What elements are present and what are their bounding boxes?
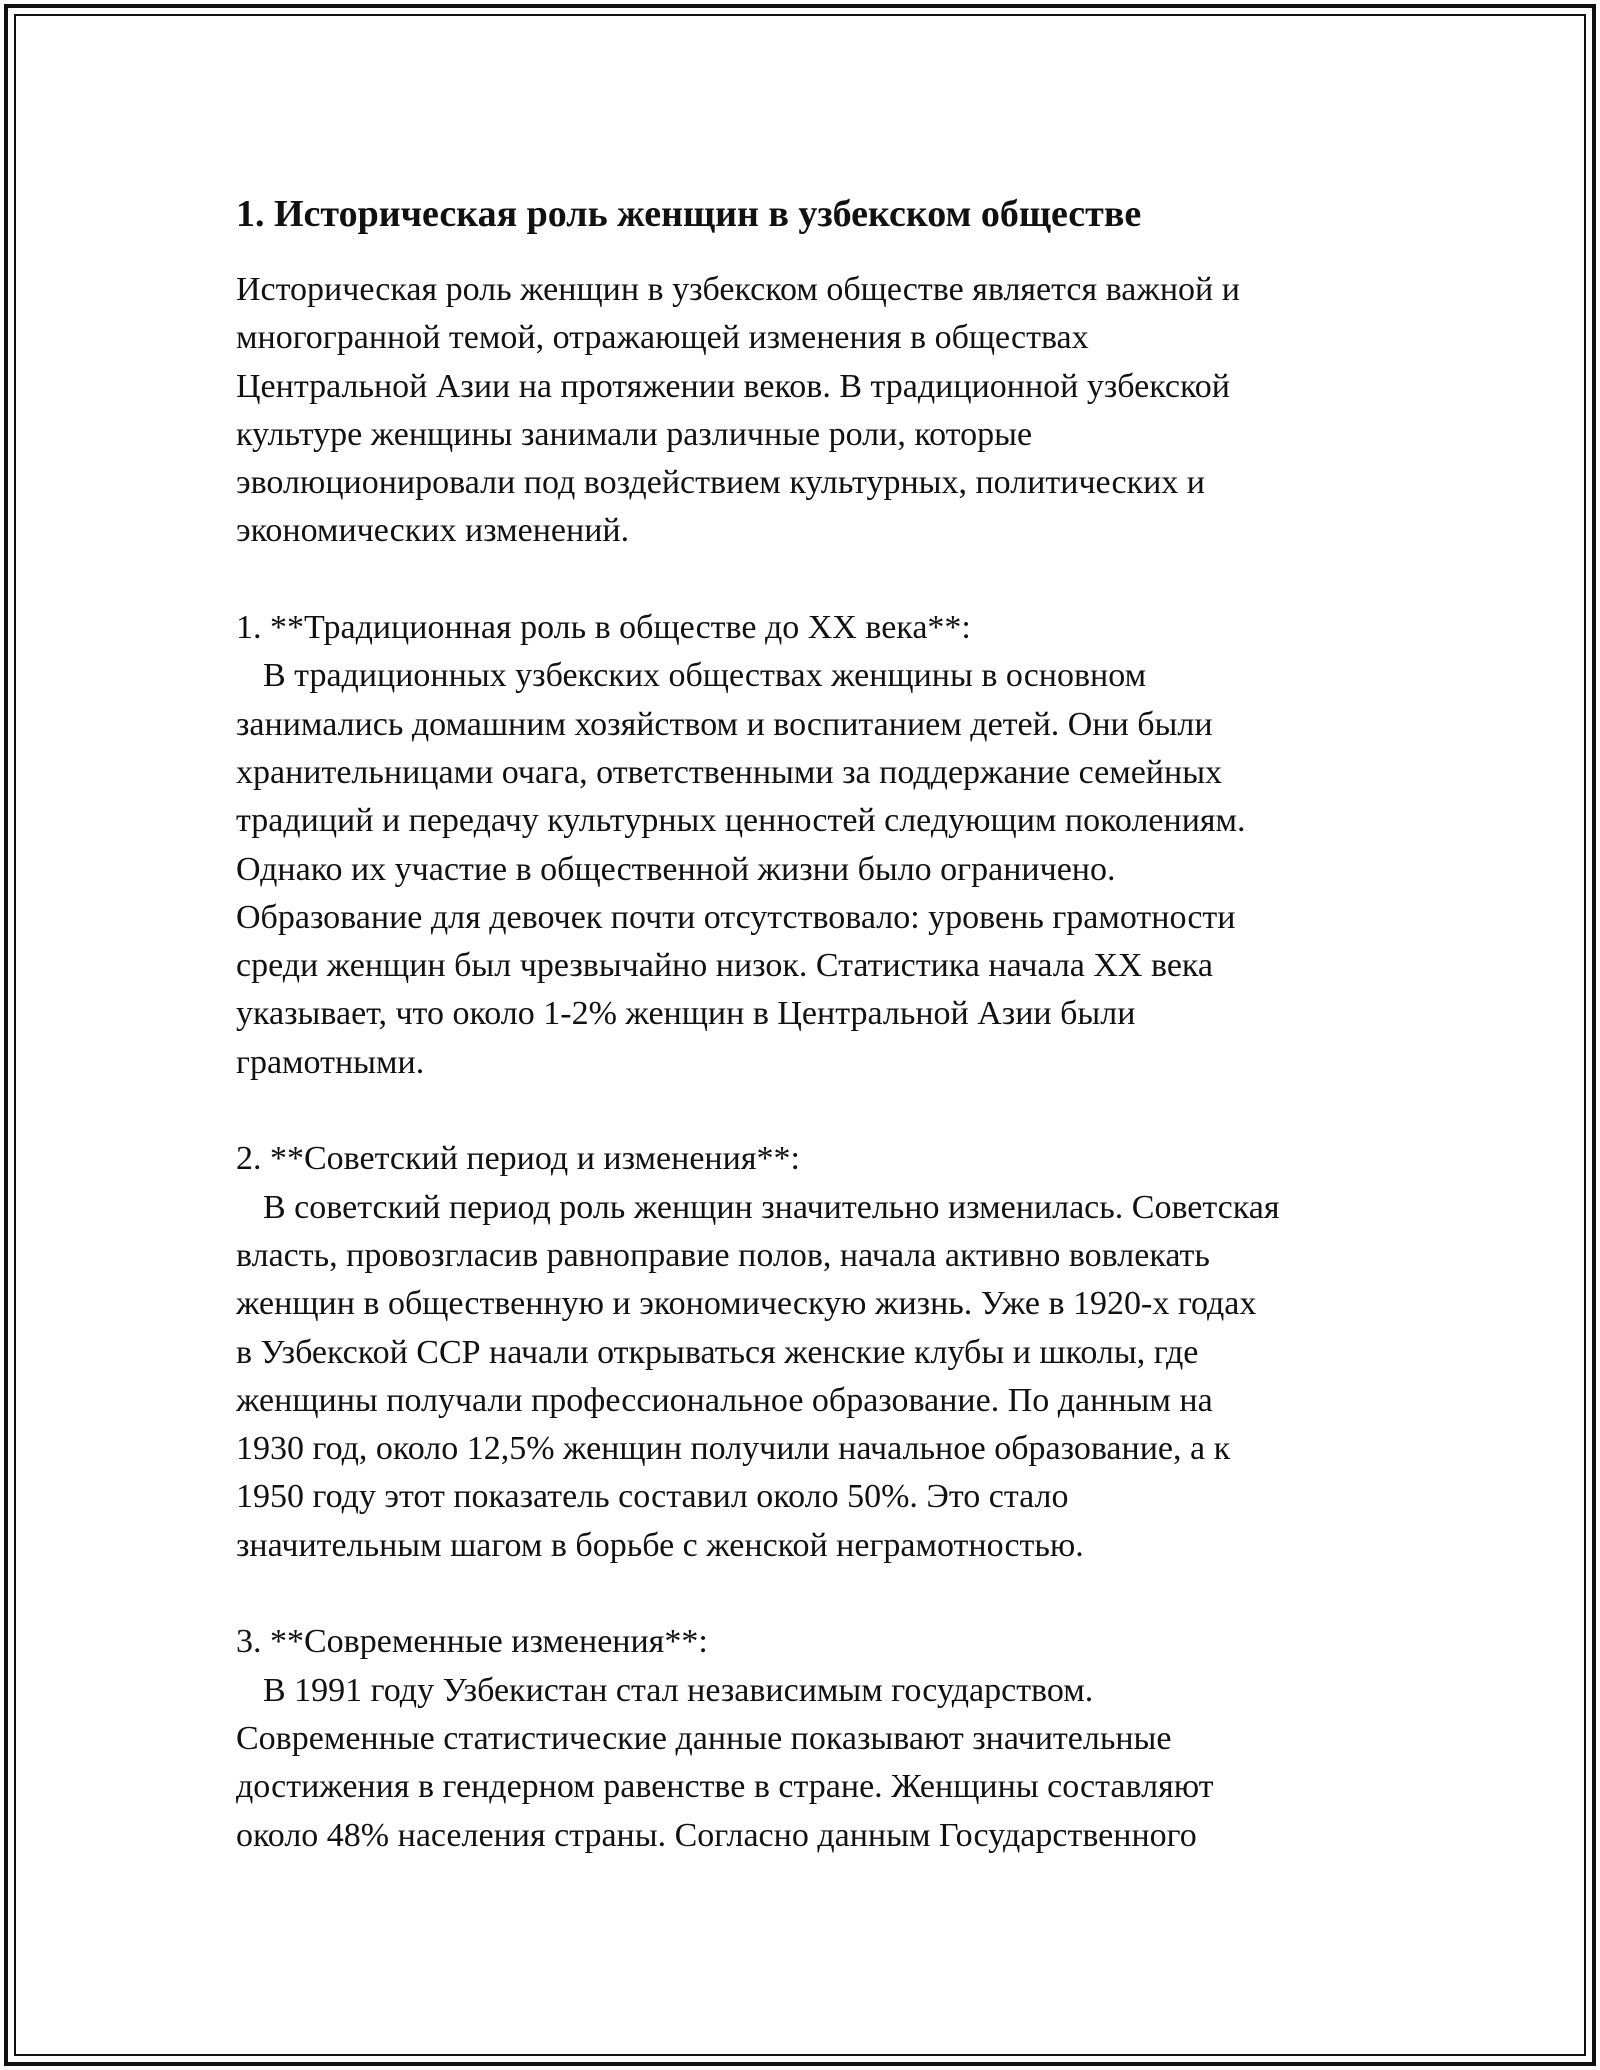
document-body xyxy=(236,186,1370,1860)
text-line: занимались домашним хозяйством и воспитанием детей. Они были xyxy=(236,705,1213,743)
section-heading: 1. Историческая роль женщин в узбекском обществе xyxy=(236,193,1142,235)
text-line: хранительницами очага, ответственными за поддержание семейных xyxy=(236,753,1223,791)
text-line: В 1991 году Узбекистан стал независимым государством. xyxy=(263,1671,1094,1709)
intro-paragraph xyxy=(236,266,1370,1860)
text-line: экономических изменений. xyxy=(236,512,630,550)
text-line: Современные статистические данные показывают значительные xyxy=(236,1719,1172,1757)
blank-line xyxy=(236,556,1370,604)
text-line: Центральной Азии на протяжении веков. В традиционной узбекской xyxy=(236,367,1230,405)
text-line: традиций и передачу культурных ценностей следующим поколениям. xyxy=(236,802,1246,840)
text-line: женщин в общественную и экономическую жизнь. Уже в 1920-х годах xyxy=(236,1285,1257,1323)
blank-line xyxy=(236,1087,1370,1135)
text-line: Историческая роль женщин в узбекском обществе является важной и xyxy=(236,271,1240,308)
text-line: Образование для девочек почти отсутствовало: уровень грамотности xyxy=(236,898,1236,936)
text-line: Однако их участие в общественной жизни было ограничено. xyxy=(236,850,1116,888)
text-line: В советский период роль женщин значительно изменилась. Советская xyxy=(263,1188,1280,1226)
text-line: значительным шагом в борьбе с женской неграмотностью. xyxy=(236,1526,1084,1564)
text-line: культуре женщины занимали различные роли, которые xyxy=(236,415,1033,453)
text-line: эволюционировали под воздействием культурных, политических и xyxy=(236,464,1205,502)
text-line: многогранной темой, отражающей изменения в обществах xyxy=(236,319,1089,357)
text-line: 1930 год, около 12,5% женщин получили начальное образование, а к xyxy=(236,1430,1231,1468)
text-line: среди женщин был чрезвычайно низок. Статистика начала XX века xyxy=(236,947,1214,985)
text-line: в Узбекской ССР начали открываться женские клубы и школы, где xyxy=(236,1333,1199,1371)
blank-line xyxy=(236,1570,1370,1618)
text-line: указывает, что около 1-2% женщин в Центральной Азии были xyxy=(236,995,1136,1033)
text-line: власть, провозгласив равноправие полов, начала активно вовлекать xyxy=(236,1236,1210,1274)
list-item-title: 1. **Традиционная роль в обществе до XX века**: xyxy=(236,609,971,647)
text-line: 1950 году этот показатель составил около 50%. Это стало xyxy=(236,1478,1069,1516)
list-item-title: 3. **Современные изменения**: xyxy=(236,1623,708,1661)
text-line: грамотными. xyxy=(236,1043,425,1081)
text-line: около 48% населения страны. Согласно данным Государственного xyxy=(236,1816,1197,1854)
text-line: женщины получали профессиональное образование. По данным на xyxy=(236,1381,1213,1419)
list-item-title: 2. **Советский период и изменения**: xyxy=(236,1140,800,1178)
text-line: В традиционных узбекских обществах женщины в основном xyxy=(263,657,1147,695)
text-line: достижения в гендерном равенстве в стране. Женщины составляют xyxy=(236,1768,1214,1806)
